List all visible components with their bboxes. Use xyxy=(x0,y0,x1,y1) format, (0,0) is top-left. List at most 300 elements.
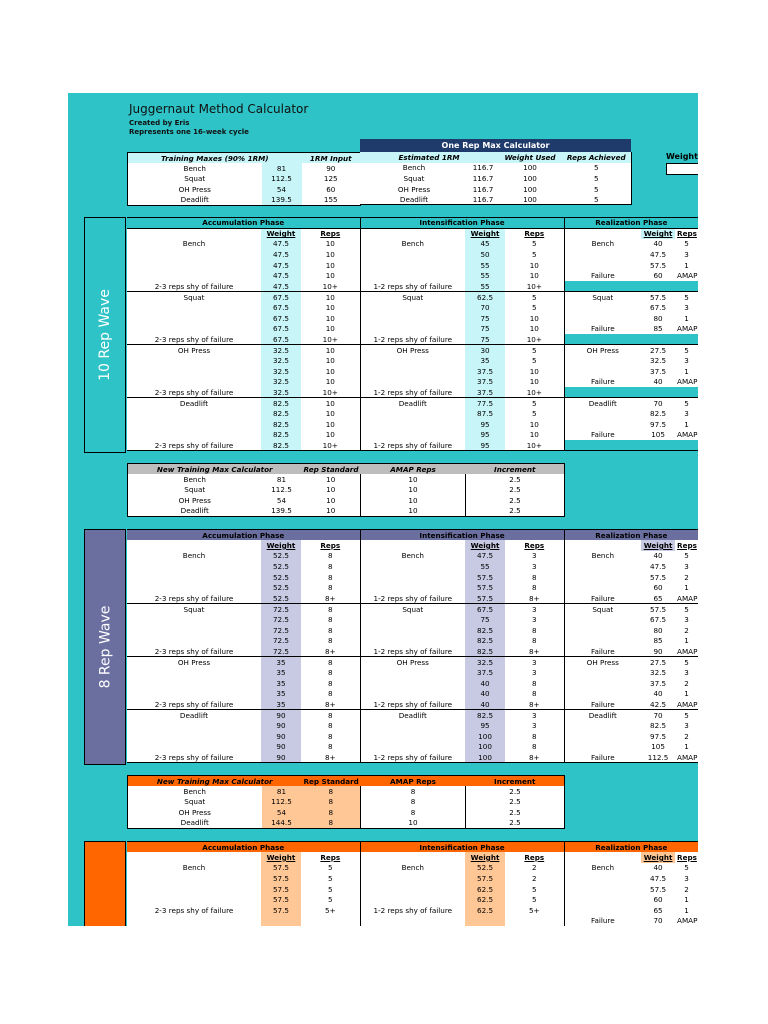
intens-reps: 3 xyxy=(532,668,537,678)
accum-label xyxy=(127,419,261,430)
accum-label: 2-3 reps shy of failure xyxy=(154,593,234,603)
real-label xyxy=(564,408,641,419)
ntm-rep-standard: 10 xyxy=(326,496,336,506)
intens-label xyxy=(360,678,465,689)
real-weight: 65 xyxy=(653,905,663,915)
real-spacer xyxy=(564,387,641,398)
intens-weight: 95 xyxy=(465,419,505,430)
ntm-new-max: 81 xyxy=(262,786,302,797)
real-label: Bench xyxy=(564,551,641,562)
accum-weight: 67.5 xyxy=(261,292,301,303)
real-weight: 70 xyxy=(641,710,675,721)
accum-weight: 52.5 xyxy=(261,582,301,593)
real-weight: 27.5 xyxy=(641,345,675,356)
ntm-amap-reps[interactable]: 10 xyxy=(361,485,466,496)
real-weight: 70 xyxy=(641,916,675,926)
intens-reps: 10 xyxy=(529,313,539,323)
real-reps: 3 xyxy=(684,356,689,366)
real-label xyxy=(564,720,641,731)
intens-label xyxy=(360,572,465,583)
intens-weight: 40 xyxy=(465,688,505,699)
ntm10-table xyxy=(127,463,565,517)
real-reps: AMAP xyxy=(677,430,698,440)
reps-col-header: Reps xyxy=(677,229,697,239)
intens-label xyxy=(360,429,465,440)
accum-reps: 10 xyxy=(325,366,335,376)
ntm-lift: Bench xyxy=(128,474,262,485)
real-label xyxy=(564,355,641,366)
intens-reps: 5 xyxy=(532,250,537,260)
real-label xyxy=(564,873,641,884)
accum-weight: 35 xyxy=(261,678,301,689)
intens-weight: 50 xyxy=(465,249,505,260)
est-lift-name: OH Press xyxy=(397,184,431,194)
intens-weight: 75 xyxy=(465,313,505,324)
intens-reps: 5 xyxy=(532,408,537,418)
intens-weight: 82.5 xyxy=(465,625,505,636)
real-label: Failure xyxy=(564,646,641,657)
accum-weight: 82.5 xyxy=(261,408,301,419)
real-label: Failure xyxy=(564,323,641,334)
accum-weight: 90 xyxy=(261,731,301,742)
real-reps: AMAP xyxy=(677,752,698,762)
ntm-amap-reps[interactable]: 8 xyxy=(361,797,466,808)
accum-label xyxy=(127,731,261,742)
intens-reps: 5 xyxy=(532,303,537,313)
real-reps: 2 xyxy=(684,572,689,582)
accum-label xyxy=(127,366,261,377)
accum-weight: 35 xyxy=(261,699,301,710)
intens-label xyxy=(360,323,465,334)
accum-weight: 32.5 xyxy=(261,355,301,366)
intens-weight: 52.5 xyxy=(465,863,505,874)
est-reps-achieved[interactable]: 5 xyxy=(562,173,631,184)
ntm-lift: Deadlift xyxy=(128,506,262,517)
accum-label xyxy=(127,249,261,260)
intens-weight: 30 xyxy=(465,345,505,356)
accum-weight: 32.5 xyxy=(261,366,301,377)
accum-reps: 8+ xyxy=(324,593,336,603)
intens-reps: 8 xyxy=(532,742,537,752)
est-header-1rm: Estimated 1RM xyxy=(360,152,498,163)
real-spacer xyxy=(675,281,698,292)
real-label: Failure xyxy=(564,752,641,763)
est-weight-used[interactable]: 100 xyxy=(498,194,562,205)
tm-1rm-input[interactable]: 60 xyxy=(302,184,361,195)
intens-reps: 8+ xyxy=(505,752,564,763)
page-title: Juggernaut Method Calculator xyxy=(129,102,309,116)
accum-label xyxy=(127,678,261,689)
real-weight: 47.5 xyxy=(650,874,667,884)
real-weight: 47.5 xyxy=(650,562,667,572)
real-weight: 60 xyxy=(653,583,663,593)
tm-1rm-input[interactable]: 155 xyxy=(302,195,361,206)
intens-reps: 10 xyxy=(529,377,539,387)
intens-label: Squat xyxy=(360,292,465,303)
created-by: Created by Eris xyxy=(129,119,190,127)
accum-reps: 5 xyxy=(327,874,333,884)
accum-weight: 47.5 xyxy=(261,281,301,292)
cell xyxy=(505,916,564,926)
accum-weight: 67.5 xyxy=(261,323,301,334)
real-reps: AMAP xyxy=(677,699,698,709)
tm-lift-name: Squat xyxy=(128,174,262,185)
est-weight-used[interactable]: 100 xyxy=(523,184,537,194)
intens-weight: 82.5 xyxy=(465,646,505,657)
accum-weight: 52.5 xyxy=(261,551,301,562)
real-spacer xyxy=(675,334,698,345)
real-reps: 5 xyxy=(675,345,698,356)
intens-weight: 82.5 xyxy=(465,635,505,646)
ntm-new-max: 112.5 xyxy=(262,797,302,808)
accum-weight: 52.5 xyxy=(261,593,301,604)
intens-label xyxy=(360,894,465,905)
accum-label: 2-3 reps shy of failure xyxy=(154,334,234,344)
real-weight: 57.5 xyxy=(650,260,667,270)
accum-label: Deadlift xyxy=(127,710,261,721)
real-weight: 105 xyxy=(651,742,665,752)
intens-weight: 95 xyxy=(465,440,505,451)
accum-label xyxy=(127,688,261,699)
accum-label xyxy=(127,873,261,884)
real-weight: 60 xyxy=(653,271,663,281)
real-weight: 105 xyxy=(651,430,665,440)
accum-reps: 10+ xyxy=(301,440,360,451)
ntm-header-amap: AMAP Reps xyxy=(361,464,466,475)
training-max-table xyxy=(127,152,361,206)
real-label: Failure xyxy=(564,270,641,281)
real-weight: 37.5 xyxy=(650,366,667,376)
accum-reps: 10 xyxy=(325,303,335,313)
intens-weight: 57.5 xyxy=(465,572,505,583)
tm-training-max: 112.5 xyxy=(262,174,302,185)
accum-reps: 8 xyxy=(327,551,333,561)
ntm-rep-standard: 10 xyxy=(326,474,336,484)
real-phase-header: Realization Phase xyxy=(564,530,698,541)
accum-weight: 47.5 xyxy=(261,239,301,250)
accum-weight: 52.5 xyxy=(261,561,301,572)
real-reps: 3 xyxy=(684,562,689,572)
real-label xyxy=(564,419,641,430)
accum-weight: 82.5 xyxy=(261,419,301,430)
est-reps-achieved[interactable]: 5 xyxy=(562,184,631,195)
orm-estimator-table xyxy=(360,152,632,205)
ntm-rep-standard: 8 xyxy=(302,818,361,829)
accum-label xyxy=(127,260,261,271)
reps-col-header: Reps xyxy=(524,229,545,239)
intens-reps: 10 xyxy=(529,366,539,376)
intens-reps: 3 xyxy=(505,604,564,615)
spacer xyxy=(360,852,465,863)
accum-label: Squat xyxy=(127,604,261,615)
accum-reps: 8 xyxy=(327,572,333,582)
accum-label xyxy=(127,614,261,625)
real-reps: 3 xyxy=(684,250,689,260)
ntm-header-amap: AMAP Reps xyxy=(361,776,466,787)
accum-reps: 10 xyxy=(301,345,360,356)
accum-weight: 72.5 xyxy=(261,625,301,636)
intens-weight: 37.5 xyxy=(465,387,505,398)
real-reps: 5 xyxy=(684,239,689,249)
intens-reps: 5 xyxy=(505,398,564,409)
ntm-header-increment: Increment xyxy=(466,776,565,787)
spacer xyxy=(360,540,465,551)
tm-lift-name: OH Press xyxy=(128,184,262,195)
est-weight-used[interactable]: 100 xyxy=(523,173,537,183)
ntm-increment: 2.5 xyxy=(466,506,565,517)
intens-label: Deadlift xyxy=(360,398,465,409)
real-reps: 3 xyxy=(684,615,689,625)
accum-label: 2-3 reps shy of failure xyxy=(154,387,234,397)
real-reps: 1 xyxy=(684,689,689,699)
wave8-table xyxy=(127,529,698,763)
accum-reps: 8 xyxy=(301,604,360,615)
real-weight: 82.5 xyxy=(650,720,667,730)
accum-phase-header: Accumulation Phase xyxy=(127,218,360,229)
intens-label xyxy=(360,741,465,752)
ntm-rep-standard: 8 xyxy=(302,807,361,818)
real-phase-header: Realization Phase xyxy=(564,218,698,229)
intens-weight: 75 xyxy=(465,323,505,334)
real-weight: 67.5 xyxy=(650,615,667,625)
ntm-amap-reps[interactable]: 10 xyxy=(361,495,466,506)
ntm-rep-standard: 8 xyxy=(302,797,361,808)
intens-weight: 95 xyxy=(465,429,505,440)
tm-header-input: 1RM Input xyxy=(302,153,361,164)
intens-reps: 10+ xyxy=(526,334,542,344)
intens-phase-header: Intensification Phase xyxy=(360,530,564,541)
intens-weight: 40 xyxy=(465,699,505,710)
accum-weight: 32.5 xyxy=(261,345,301,356)
intens-weight: 37.5 xyxy=(465,376,505,387)
real-weight: 85 xyxy=(653,636,663,646)
accum-reps: 10 xyxy=(325,408,335,418)
real-spacer xyxy=(675,440,698,451)
real-reps: 1 xyxy=(684,905,689,915)
real-weight: 70 xyxy=(641,398,675,409)
intens-weight: 55 xyxy=(465,270,505,281)
intens-label xyxy=(360,313,465,324)
accum-weight: 47.5 xyxy=(261,249,301,260)
ntm-rep-standard: 10 xyxy=(326,485,336,495)
weight-col-header: Weight xyxy=(465,852,505,863)
ntm-rep-standard: 8 xyxy=(302,786,361,797)
intens-label: 1-2 reps shy of failure xyxy=(360,905,465,916)
intens-weight: 77.5 xyxy=(465,398,505,409)
intens-reps: 5 xyxy=(505,345,564,356)
wave5-table xyxy=(127,841,698,926)
ntm-header-increment: Increment xyxy=(466,464,565,475)
accum-weight: 72.5 xyxy=(261,614,301,625)
intens-label: 1-2 reps shy of failure xyxy=(360,646,465,657)
real-label xyxy=(564,688,641,699)
ntm-amap-reps[interactable]: 8 xyxy=(361,807,466,818)
reps-col-header: Reps xyxy=(524,540,545,550)
intens-reps: 3 xyxy=(505,657,564,668)
accum-weight: 82.5 xyxy=(261,398,301,409)
accum-label xyxy=(127,720,261,731)
accum-weight: 82.5 xyxy=(261,429,301,440)
intens-label xyxy=(360,720,465,731)
ntm-header-title: New Training Max Calculator xyxy=(128,776,302,787)
intens-label: 1-2 reps shy of failure xyxy=(360,752,465,763)
accum-reps: 10 xyxy=(325,271,335,281)
est-header-reps: Reps Achieved xyxy=(562,152,631,163)
real-reps: 1 xyxy=(684,636,689,646)
est-weight-used[interactable]: 100 xyxy=(523,163,537,173)
est-reps-achieved[interactable]: 5 xyxy=(562,194,631,205)
tm-header-label: Training Maxes (90% 1RM) xyxy=(128,153,302,164)
accum-phase-header: Accumulation Phase xyxy=(127,842,360,853)
accum-weight: 72.5 xyxy=(261,604,301,615)
real-weight: 47.5 xyxy=(650,250,667,260)
real-weight: 32.5 xyxy=(650,668,667,678)
real-reps: 1 xyxy=(684,583,689,593)
real-reps: 3 xyxy=(684,874,689,884)
intens-weight: 45 xyxy=(465,239,505,250)
accum-reps: 8 xyxy=(327,583,333,593)
intens-weight: 75 xyxy=(465,334,505,345)
tm-lift-name: Bench xyxy=(128,163,262,174)
real-label: Failure xyxy=(564,429,641,440)
real-reps: 5 xyxy=(684,863,689,873)
accum-label xyxy=(127,741,261,752)
real-label: Squat xyxy=(564,604,641,615)
intens-weight: 55 xyxy=(465,260,505,271)
intens-reps: 5+ xyxy=(528,905,540,915)
accum-reps: 8 xyxy=(327,678,333,688)
real-label: OH Press xyxy=(564,657,641,668)
spacer xyxy=(564,540,641,551)
real-weight: 65 xyxy=(653,593,663,603)
intens-weight: 95 xyxy=(465,720,505,731)
real-spacer xyxy=(564,334,641,345)
weight-col-header: Weight xyxy=(641,540,675,551)
real-weight: 80 xyxy=(653,625,663,635)
real-reps: 3 xyxy=(684,720,689,730)
intens-weight: 82.5 xyxy=(465,710,505,721)
intens-reps: 8 xyxy=(532,731,537,741)
accum-label: Bench xyxy=(182,863,206,873)
accum-reps: 10 xyxy=(325,313,335,323)
est-1rm: 116.7 xyxy=(468,194,498,205)
intens-reps: 10 xyxy=(529,430,539,440)
intens-weight: 75 xyxy=(465,614,505,625)
accum-reps: 10+ xyxy=(322,281,338,291)
tm-1rm-input[interactable]: 125 xyxy=(302,174,361,185)
cell xyxy=(465,916,505,926)
ntm-new-max: 54 xyxy=(276,496,287,506)
accum-label: Deadlift xyxy=(127,398,261,409)
ntm-new-max: 112.5 xyxy=(271,485,292,495)
real-spacer xyxy=(641,281,675,292)
wave5-side-label xyxy=(84,841,126,926)
tm-training-max: 81 xyxy=(262,163,302,174)
real-reps: 1 xyxy=(684,366,689,376)
intens-label xyxy=(360,249,465,260)
accum-label xyxy=(127,323,261,334)
real-spacer xyxy=(641,387,675,398)
spreadsheet xyxy=(68,93,698,926)
intens-reps: 8+ xyxy=(528,593,540,603)
accum-weight: 82.5 xyxy=(261,440,301,451)
accum-reps: 8 xyxy=(327,615,333,625)
ntm-amap-reps[interactable]: 8 xyxy=(361,786,466,797)
real-label: Deadlift xyxy=(564,710,641,721)
intens-weight: 70 xyxy=(465,302,505,313)
real-weight: 32.5 xyxy=(650,356,667,366)
est-header-weight: Weight Used xyxy=(498,152,562,163)
accum-label: Bench xyxy=(182,551,206,561)
weight-col-header: Weight xyxy=(641,228,675,239)
accum-reps: 10 xyxy=(325,324,335,334)
accum-weight: 72.5 xyxy=(261,635,301,646)
real-label: OH Press xyxy=(564,345,641,356)
intens-reps: 3 xyxy=(532,562,537,572)
real-reps: 1 xyxy=(684,419,689,429)
cycle-note: Represents one 16-week cycle xyxy=(129,128,249,136)
real-reps: AMAP xyxy=(677,646,698,656)
reps-col-header: Reps xyxy=(320,540,341,550)
intens-reps: 10 xyxy=(529,324,539,334)
intens-label xyxy=(360,408,465,419)
tm-1rm-input[interactable]: 90 xyxy=(302,163,361,174)
real-label xyxy=(564,249,641,260)
intens-label xyxy=(360,376,465,387)
real-reps: 1 xyxy=(684,742,689,752)
ntm-increment: 2.5 xyxy=(466,807,565,818)
intens-weight: 62.5 xyxy=(465,894,505,905)
accum-weight: 67.5 xyxy=(261,334,301,345)
ntm-amap-reps[interactable]: 10 xyxy=(361,474,466,485)
accum-reps: 10 xyxy=(325,419,335,429)
real-label xyxy=(564,678,641,689)
accum-label xyxy=(127,429,261,440)
intens-reps: 8 xyxy=(532,625,537,635)
reps-col-header: Reps xyxy=(320,229,341,239)
real-spacer xyxy=(564,281,641,292)
accum-label xyxy=(127,884,261,895)
accum-weight: 67.5 xyxy=(261,313,301,324)
real-label: Squat xyxy=(564,292,641,303)
orm-weight-input[interactable] xyxy=(666,163,698,175)
real-weight: 90 xyxy=(653,646,663,656)
accum-reps: 8 xyxy=(327,731,333,741)
ntm-amap-reps[interactable]: 10 xyxy=(361,506,466,517)
est-1rm: 116.7 xyxy=(472,163,494,173)
accum-reps: 8 xyxy=(327,562,333,572)
intens-weight: 62.5 xyxy=(465,884,505,895)
intens-weight: 100 xyxy=(465,731,505,742)
real-weight: 60 xyxy=(653,895,663,905)
accum-reps: 8 xyxy=(327,668,333,678)
ntm-amap-reps[interactable]: 10 xyxy=(361,818,466,829)
weight-col-header: Weight xyxy=(465,540,505,551)
intens-reps: 8+ xyxy=(528,646,540,656)
ntm-rep-standard: 10 xyxy=(302,506,361,517)
real-label: Bench xyxy=(564,863,641,874)
intens-weight: 32.5 xyxy=(465,657,505,668)
real-reps: 3 xyxy=(684,668,689,678)
est-reps-achieved[interactable]: 5 xyxy=(562,163,631,174)
accum-reps: 8+ xyxy=(324,646,336,656)
real-reps: AMAP xyxy=(677,324,698,334)
intens-label: 1-2 reps shy of failure xyxy=(360,440,465,451)
weight-col-header: Weight xyxy=(261,540,301,551)
real-label xyxy=(564,905,641,916)
accum-label xyxy=(127,408,261,419)
real-weight: 80 xyxy=(653,313,663,323)
